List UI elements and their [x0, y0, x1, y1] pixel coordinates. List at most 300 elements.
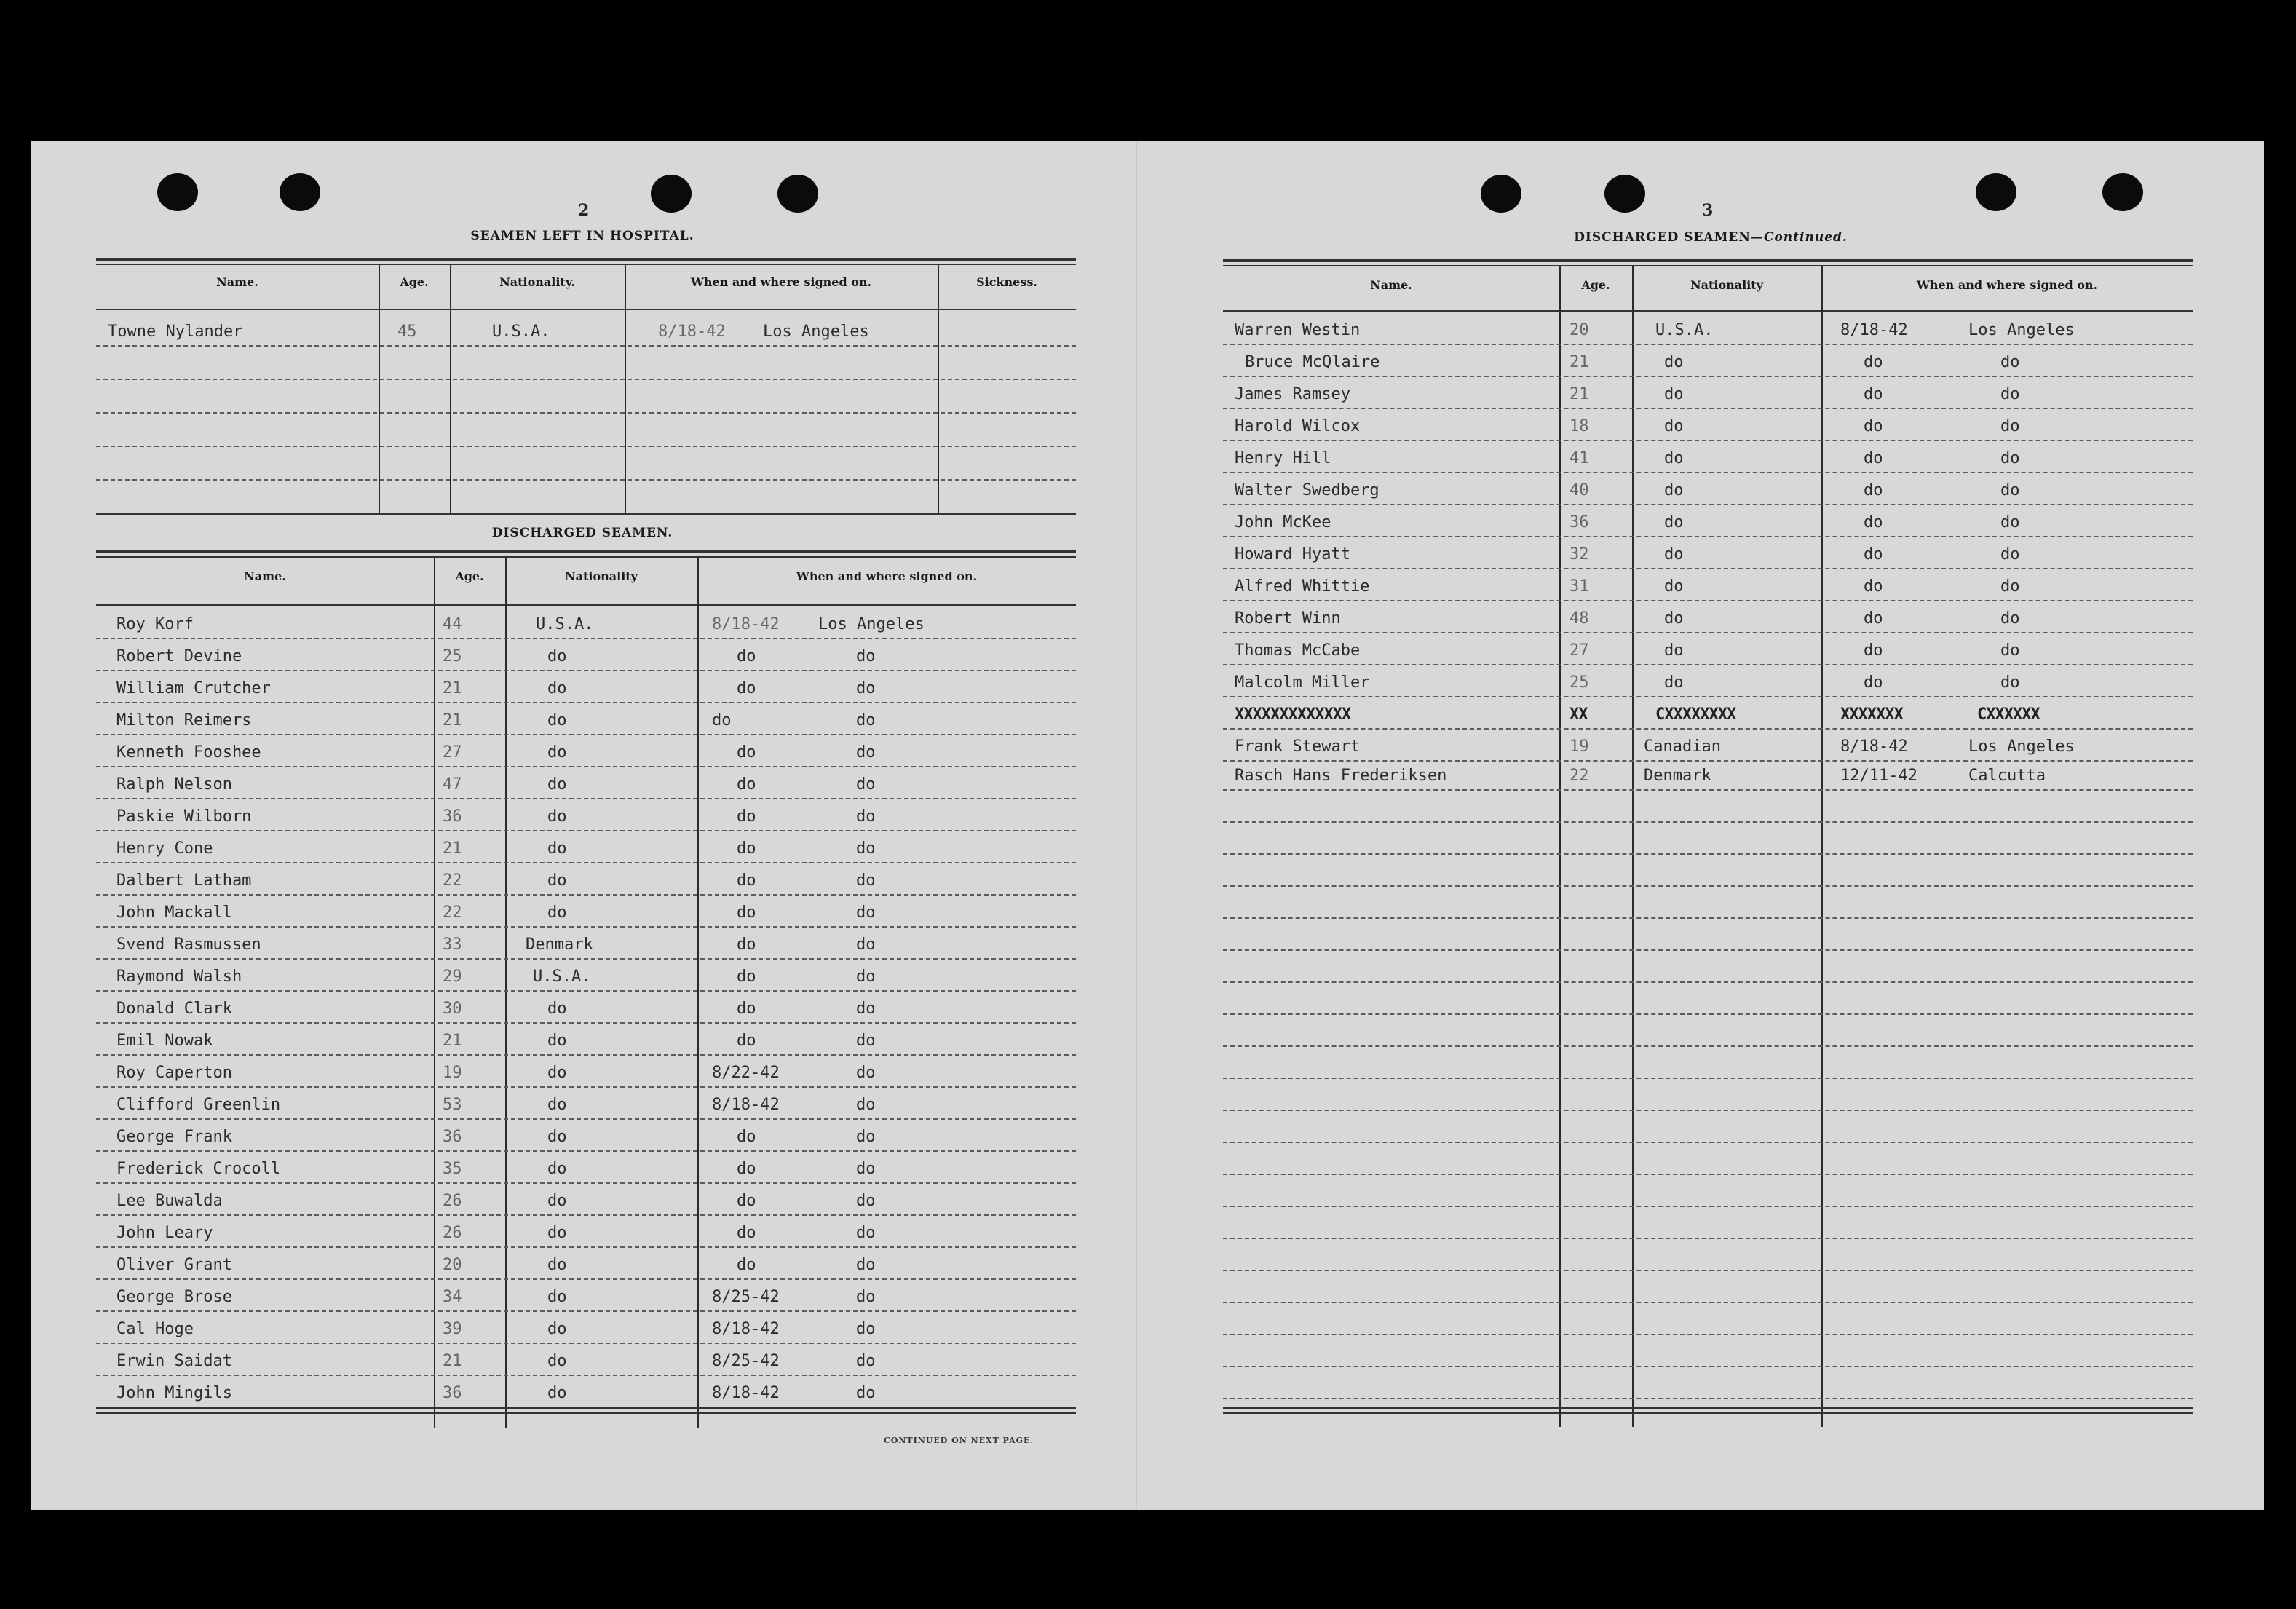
cell-age: 21	[1569, 385, 1589, 403]
table-row	[96, 310, 1076, 347]
table-row	[96, 1118, 1076, 1152]
cell-nationality: do	[547, 1288, 567, 1306]
cell-nationality: do	[547, 1384, 567, 1402]
cell-date: do	[1864, 481, 1883, 499]
cell-age: 36	[443, 1128, 462, 1146]
continued-note: CONTINUED ON NEXT PAGE.	[884, 1436, 1034, 1445]
punch-hole	[651, 175, 692, 213]
cell-age: 30	[443, 1000, 462, 1018]
col-header-nationality: Nationality	[1690, 278, 1763, 292]
table-row	[96, 958, 1076, 992]
cell-place: do	[2000, 353, 2020, 371]
title-continued: —Continued.	[1750, 230, 1848, 245]
cell-nationality: do	[547, 871, 567, 890]
cell-name: William Crutcher	[116, 679, 271, 697]
cell-age: 48	[1569, 609, 1589, 628]
cell-date: do	[1864, 449, 1883, 467]
punch-hole	[1481, 175, 1521, 213]
cell-name: Raymond Walsh	[116, 968, 242, 986]
cell-age: 27	[443, 743, 462, 762]
cell-date: do	[737, 871, 756, 890]
cell-nationality: do	[547, 839, 567, 858]
cell-age: 32	[1569, 545, 1589, 564]
cell-nationality: Denmark	[1644, 767, 1711, 785]
cell-name: Rasch Hans Frederiksen	[1235, 767, 1447, 785]
col-header-name: Name.	[244, 569, 286, 583]
cell-nationality: do	[1664, 513, 1684, 531]
cell-place: do	[856, 1224, 876, 1242]
table-row	[96, 862, 1076, 896]
cell-nationality: do	[1664, 641, 1684, 660]
cell-nationality: do	[1664, 481, 1684, 499]
cell-date: 8/18-42	[712, 615, 780, 633]
table-row	[96, 446, 1076, 481]
table-row	[1223, 949, 2193, 983]
col-header-nationality: Nationality	[565, 569, 638, 583]
table-row	[1223, 821, 2193, 855]
col-header-sickness: Sickness.	[976, 275, 1037, 289]
cell-place: do	[856, 839, 876, 858]
cell-nationality: do	[547, 743, 567, 762]
table-row	[1223, 1174, 2193, 1207]
cell-name: Roy Korf	[116, 615, 194, 633]
cell-nationality: do	[1664, 673, 1684, 692]
cell-date: do	[1864, 417, 1883, 435]
cell-date: do	[737, 647, 756, 665]
cell-age: 21	[443, 839, 462, 858]
table-row	[1223, 1302, 2193, 1335]
cell-place: do	[856, 1320, 876, 1338]
cell-age: 26	[443, 1192, 462, 1210]
cell-nationality: do	[547, 1256, 567, 1274]
cell-nationality: do	[1664, 417, 1684, 435]
table-row	[96, 926, 1076, 960]
col-header-signed-on: When and where signed on.	[1916, 278, 2098, 292]
table-row	[96, 1022, 1076, 1056]
cell-date: 8/25-42	[712, 1352, 780, 1370]
cell-name: Kenneth Fooshee	[116, 743, 261, 762]
cell-place: do	[856, 775, 876, 794]
table-row	[1223, 917, 2193, 951]
col-header-age: Age.	[400, 275, 429, 289]
cell-name: Emil Nowak	[116, 1032, 213, 1050]
cell-nationality: do	[547, 711, 567, 730]
table-row	[1223, 1078, 2193, 1111]
cell-age: 40	[1569, 481, 1589, 499]
cell-age: 31	[1569, 577, 1589, 596]
cell-nationality: do	[1664, 353, 1684, 371]
cell-place-struck: CXXXXXX	[1977, 705, 2040, 724]
cell-name: Erwin Saidat	[116, 1352, 232, 1370]
cell-age: 20	[443, 1256, 462, 1274]
table-row	[1223, 1142, 2193, 1175]
cell-nationality: do	[1664, 449, 1684, 467]
table-row	[1223, 376, 2193, 409]
table-row	[1223, 1110, 2193, 1143]
table-row	[96, 1246, 1076, 1280]
cell-age-struck: XX	[1569, 705, 1588, 724]
cell-age: 25	[443, 647, 462, 665]
cell-age: 20	[1569, 321, 1589, 339]
col-header-age: Age.	[1581, 278, 1610, 292]
page-number-left: 2	[578, 201, 590, 220]
table-row	[1223, 408, 2193, 441]
cell-place: Los Angeles	[818, 615, 925, 633]
punch-hole	[280, 173, 320, 211]
cell-date: 8/18-42	[658, 323, 726, 341]
cell-age: 27	[1569, 641, 1589, 660]
cell-name: Howard Hyatt	[1235, 545, 1350, 564]
cell-place: do	[856, 1384, 876, 1402]
cell-nationality: do	[1664, 577, 1684, 596]
cell-age: 29	[443, 968, 462, 986]
cell-age: 34	[443, 1288, 462, 1306]
cell-date: do	[1864, 609, 1883, 628]
table-row	[96, 1375, 1076, 1409]
punch-hole	[2102, 173, 2143, 211]
table-row	[96, 1310, 1076, 1344]
col-header-signed-on: When and where signed on.	[796, 569, 978, 583]
cell-name: Ralph Nelson	[116, 775, 232, 794]
hospital-table	[96, 258, 1076, 517]
cell-nationality: do	[1664, 545, 1684, 564]
cell-nationality: U.S.A.	[1655, 321, 1714, 339]
table-row	[96, 606, 1076, 639]
cell-date: 8/25-42	[712, 1288, 780, 1306]
cell-nationality: do	[1664, 609, 1684, 628]
cell-age: 22	[1569, 767, 1589, 785]
cell-place: do	[856, 1352, 876, 1370]
cell-place: do	[2000, 513, 2020, 531]
cell-age: 21	[443, 1032, 462, 1050]
table-row	[1223, 440, 2193, 473]
cell-date: do	[737, 1128, 756, 1146]
cell-date: do	[737, 936, 756, 954]
cell-age: 35	[443, 1160, 462, 1178]
cell-nationality: U.S.A.	[492, 323, 550, 341]
cell-place: do	[856, 936, 876, 954]
cell-age: 18	[1569, 417, 1589, 435]
table-row	[1223, 504, 2193, 537]
cell-date: do	[737, 1000, 756, 1018]
cell-age: 21	[443, 679, 462, 697]
cell-nationality-struck: CXXXXXXXX	[1655, 705, 1736, 724]
table-row	[1223, 981, 2193, 1015]
cell-age: 21	[1569, 353, 1589, 371]
cell-age: 45	[397, 323, 417, 341]
cell-age: 53	[443, 1096, 462, 1114]
discharged-title: DISCHARGED SEAMEN.	[491, 526, 673, 540]
table-row	[96, 638, 1076, 671]
cell-age: 36	[443, 807, 462, 826]
cell-nationality: do	[547, 1192, 567, 1210]
cell-place: do	[856, 1288, 876, 1306]
cell-nationality: do	[547, 1128, 567, 1146]
cell-nationality: do	[547, 1000, 567, 1018]
table-row	[96, 702, 1076, 735]
col-header-nationality: Nationality.	[499, 275, 575, 289]
cell-place: do	[2000, 449, 2020, 467]
cell-date: 8/22-42	[712, 1064, 780, 1082]
cell-age: 21	[443, 1352, 462, 1370]
cell-place: do	[2000, 417, 2020, 435]
cell-date: do	[737, 1256, 756, 1274]
table-row	[1223, 312, 2193, 345]
cell-date: do	[1864, 513, 1883, 531]
cell-name: Frederick Crocoll	[116, 1160, 281, 1178]
cell-nationality: do	[547, 1352, 567, 1370]
cell-name: George Brose	[116, 1288, 232, 1306]
table-row	[96, 798, 1076, 831]
cell-name: Milton Reimers	[116, 711, 252, 730]
cell-date: do	[737, 1160, 756, 1178]
cell-place: Los Angeles	[1968, 738, 2075, 756]
cell-place: do	[856, 1096, 876, 1114]
cell-place: do	[2000, 545, 2020, 564]
cell-place: do	[2000, 385, 2020, 403]
cell-nationality: do	[547, 647, 567, 665]
cell-name: John Leary	[116, 1224, 213, 1242]
punch-hole	[777, 175, 818, 213]
cell-name: Alfred Whittie	[1235, 577, 1370, 596]
cell-place: do	[856, 711, 876, 730]
table-row	[1223, 1013, 2193, 1047]
table-row	[1223, 568, 2193, 601]
cell-nationality: Denmark	[526, 936, 593, 954]
punch-hole	[157, 173, 198, 211]
cell-date: do	[737, 807, 756, 826]
cell-age: 33	[443, 936, 462, 954]
cell-name: Thomas McCabe	[1235, 641, 1361, 660]
cell-name: Lee Buwalda	[116, 1192, 223, 1210]
col-header-name: Name.	[1370, 278, 1412, 292]
table-row	[1223, 853, 2193, 887]
cell-nationality: do	[547, 1160, 567, 1178]
cell-date: 8/18-42	[712, 1096, 780, 1114]
cell-name: John Mackall	[116, 904, 232, 922]
table-row	[96, 766, 1076, 799]
cell-place: do	[856, 1064, 876, 1082]
table-row	[1223, 1270, 2193, 1303]
cell-date: do	[737, 1224, 756, 1242]
cell-date: do	[737, 839, 756, 858]
cell-name: Warren Westin	[1235, 321, 1361, 339]
col-header-age: Age.	[455, 569, 484, 583]
cell-age: 25	[1569, 673, 1589, 692]
cell-nationality: do	[547, 1224, 567, 1242]
cell-date: 12/11-42	[1840, 767, 1917, 785]
hospital-title: SEAMEN LEFT IN HOSPITAL.	[470, 229, 694, 243]
cell-name: Robert Winn	[1235, 609, 1341, 628]
table-row	[1223, 760, 2193, 791]
discharged-continued-title	[1478, 230, 1944, 245]
cell-nationality: do	[547, 679, 567, 697]
cell-name: Dalbert Latham	[116, 871, 252, 890]
cell-date: do	[1864, 577, 1883, 596]
cell-place: do	[856, 904, 876, 922]
cell-age: 36	[1569, 513, 1589, 531]
cell-age: 47	[443, 775, 462, 794]
cell-name: Walter Swedberg	[1235, 481, 1379, 499]
cell-name: John Mingils	[116, 1384, 232, 1402]
cell-place: do	[856, 647, 876, 665]
table-row	[96, 1278, 1076, 1312]
cell-age: 19	[443, 1064, 462, 1082]
table-row	[96, 734, 1076, 767]
cell-nationality: do	[547, 807, 567, 826]
title-main: DISCHARGED SEAMEN	[1574, 230, 1751, 245]
cell-name: George Frank	[116, 1128, 232, 1146]
cell-date: do	[737, 679, 756, 697]
cell-name: Roy Caperton	[116, 1064, 232, 1082]
page-number-right: 3	[1702, 201, 1714, 220]
table-row	[96, 1182, 1076, 1216]
table-row	[96, 830, 1076, 863]
table-row	[96, 1214, 1076, 1248]
cell-name: Harold Wilcox	[1235, 417, 1361, 435]
cell-nationality: do	[547, 775, 567, 794]
cell-name: Paskie Wilborn	[116, 807, 252, 826]
cell-name: Donald Clark	[116, 1000, 232, 1018]
col-header-name: Name.	[216, 275, 258, 289]
cell-date-struck: XXXXXXX	[1840, 705, 1903, 724]
cell-nationality: do	[547, 1064, 567, 1082]
cell-date: do	[737, 1032, 756, 1050]
cell-date: 8/18-42	[1840, 738, 1908, 756]
cell-place: do	[856, 679, 876, 697]
table-row	[1223, 1334, 2193, 1367]
cell-name: James Ramsey	[1235, 385, 1350, 403]
cell-date: 8/18-42	[1840, 321, 1908, 339]
cell-place: do	[856, 871, 876, 890]
cell-place: do	[856, 1192, 876, 1210]
cell-age: 21	[443, 711, 462, 730]
cell-place: do	[856, 1256, 876, 1274]
cell-nationality: do	[1664, 385, 1684, 403]
table-row	[1223, 536, 2193, 569]
cell-name: John McKee	[1235, 513, 1331, 531]
cell-place: do	[2000, 673, 2020, 692]
table-row	[1223, 472, 2193, 505]
cell-date: do	[1864, 641, 1883, 660]
table-row-struck	[1223, 696, 2193, 730]
cell-age: 44	[443, 615, 462, 633]
table-row	[96, 990, 1076, 1024]
table-row	[96, 345, 1076, 380]
cell-name: Robert Devine	[116, 647, 242, 665]
cell-place: Los Angeles	[763, 323, 869, 341]
cell-place: do	[856, 1000, 876, 1018]
punch-hole	[1604, 175, 1645, 213]
cell-nationality: do	[547, 1096, 567, 1114]
cell-nationality: do	[547, 904, 567, 922]
table-row	[96, 379, 1076, 414]
cell-date: do	[1864, 353, 1883, 371]
table-row	[1223, 600, 2193, 633]
cell-date: do	[1864, 673, 1883, 692]
cell-age: 39	[443, 1320, 462, 1338]
cell-date: 8/18-42	[712, 1384, 780, 1402]
cell-place: do	[856, 807, 876, 826]
table-row	[96, 670, 1076, 703]
cell-place: do	[856, 743, 876, 762]
table-row	[1223, 885, 2193, 919]
cell-place: do	[2000, 641, 2020, 660]
table-row	[96, 1054, 1076, 1088]
cell-age: 36	[443, 1384, 462, 1402]
cell-date: do	[737, 743, 756, 762]
cell-name: Henry Cone	[116, 839, 213, 858]
cell-place: do	[2000, 609, 2020, 628]
cell-place: Los Angeles	[1968, 321, 2075, 339]
table-row	[1223, 632, 2193, 665]
cell-name: Svend Rasmussen	[116, 936, 261, 954]
table-row	[1223, 728, 2193, 762]
cell-date: do	[737, 1192, 756, 1210]
cell-name: Henry Hill	[1235, 449, 1331, 467]
cell-date: do	[712, 711, 732, 730]
cell-date: do	[737, 968, 756, 986]
col-header-signed-on: When and where signed on.	[690, 275, 872, 289]
cell-name: Bruce McQlaire	[1245, 353, 1380, 371]
table-row	[96, 894, 1076, 928]
cell-name: Cal Hoge	[116, 1320, 194, 1338]
cell-age: 41	[1569, 449, 1589, 467]
discharged-table-right	[1223, 259, 2193, 1424]
table-row	[1223, 344, 2193, 377]
table-row	[1223, 1206, 2193, 1239]
cell-place: do	[2000, 577, 2020, 596]
cell-place: Calcutta	[1968, 767, 2046, 785]
cell-date: do	[1864, 545, 1883, 564]
cell-nationality: U.S.A.	[536, 615, 594, 633]
table-row	[1223, 1045, 2193, 1079]
table-row	[1223, 664, 2193, 697]
cell-date: do	[737, 904, 756, 922]
page-fold	[1136, 141, 1137, 1510]
cell-nationality: do	[547, 1032, 567, 1050]
table-row	[1223, 1366, 2193, 1399]
cell-name-struck: XXXXXXXXXXXXX	[1235, 705, 1351, 724]
cell-age: 19	[1569, 738, 1589, 756]
cell-date: do	[1864, 385, 1883, 403]
table-row	[96, 1150, 1076, 1184]
cell-nationality: U.S.A.	[533, 968, 591, 986]
cell-place: do	[856, 1160, 876, 1178]
cell-age: 22	[443, 871, 462, 890]
discharged-table-left	[96, 550, 1076, 1424]
cell-name: Malcolm Miller	[1235, 673, 1370, 692]
cell-place: do	[856, 968, 876, 986]
table-row	[96, 1343, 1076, 1376]
cell-date: 8/18-42	[712, 1320, 780, 1338]
punch-hole	[1976, 173, 2016, 211]
cell-nationality: do	[547, 1320, 567, 1338]
cell-name: Clifford Greenlin	[116, 1096, 281, 1114]
cell-age: 22	[443, 904, 462, 922]
cell-age: 26	[443, 1224, 462, 1242]
cell-nationality: Canadian	[1644, 738, 1721, 756]
cell-place: do	[856, 1128, 876, 1146]
cell-place: do	[2000, 481, 2020, 499]
cell-name: Oliver Grant	[116, 1256, 232, 1274]
table-row	[1223, 789, 2193, 823]
cell-date: do	[737, 775, 756, 794]
cell-place: do	[856, 1032, 876, 1050]
cell-name: Towne Nylander	[108, 323, 243, 341]
table-row	[96, 412, 1076, 447]
table-row	[96, 1086, 1076, 1120]
